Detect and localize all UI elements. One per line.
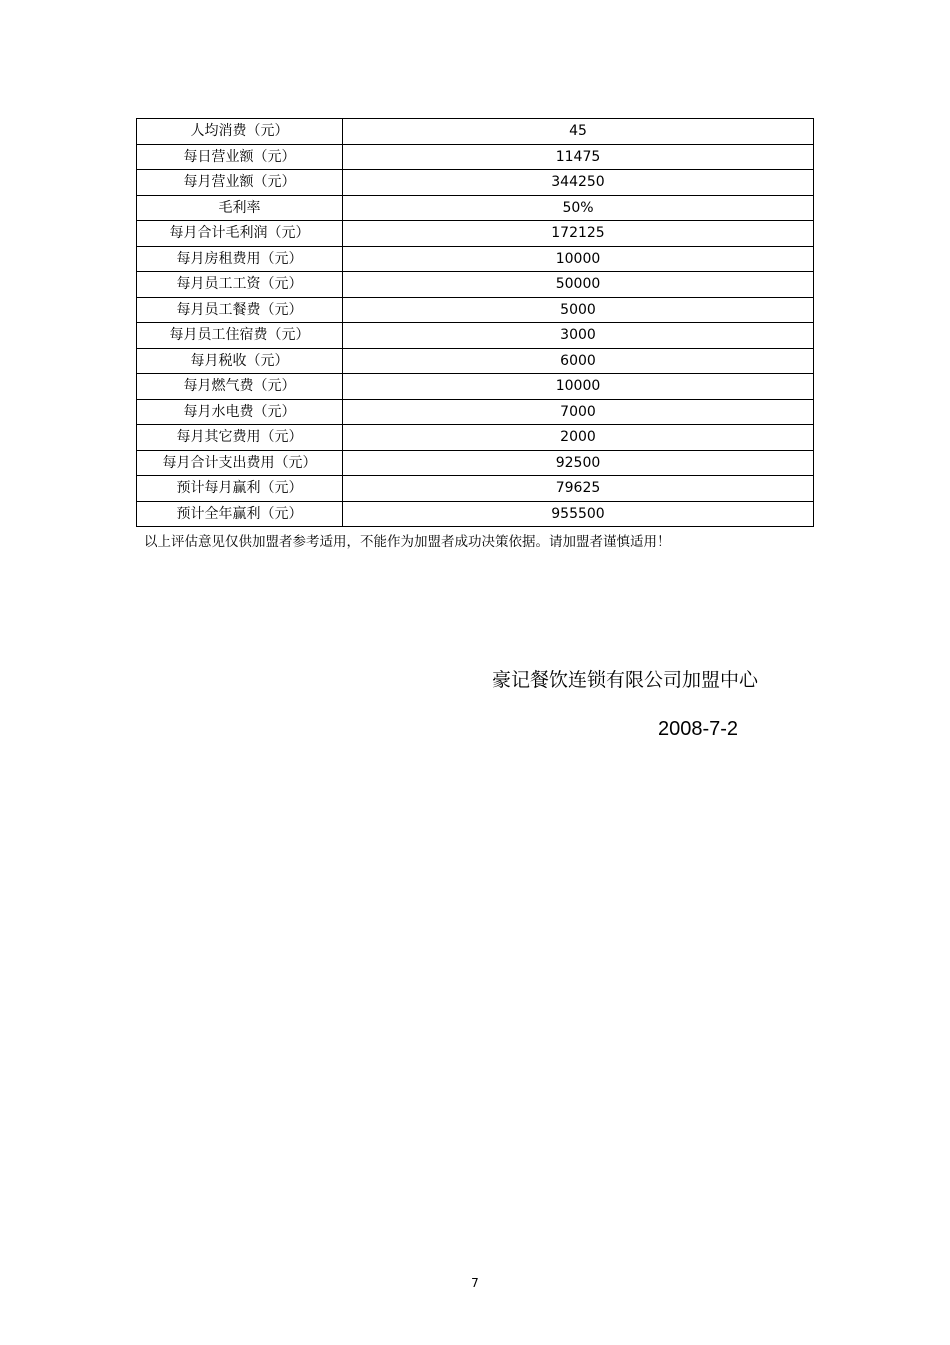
table-row [137,170,814,196]
row-label: 每日营业额（元） [137,144,343,170]
table-row [137,348,814,374]
table-row [137,425,814,451]
row-value: 10000 [343,246,814,272]
row-label: 预计全年赢利（元） [137,501,343,527]
row-value: 5000 [343,297,814,323]
table-row [137,119,814,145]
row-label: 人均消费（元） [137,119,343,145]
row-value: 7000 [343,399,814,425]
row-value: 955500 [343,501,814,527]
row-value: 92500 [343,450,814,476]
row-label: 预计每月赢利（元） [137,476,343,502]
row-label: 每月房租费用（元） [137,246,343,272]
row-label: 每月水电费（元） [137,399,343,425]
row-value: 50% [343,195,814,221]
row-value: 10000 [343,374,814,400]
row-label: 每月合计毛利润（元） [137,221,343,247]
row-label: 每月营业额（元） [137,170,343,196]
row-value: 172125 [343,221,814,247]
table-row [137,399,814,425]
table-row [137,297,814,323]
row-label: 每月合计支出费用（元） [137,450,343,476]
signature-date: 2008-7-2 [658,718,739,740]
table-row [137,450,814,476]
row-label: 毛利率 [137,195,343,221]
table-row [137,323,814,349]
disclaimer-note: 以上评估意见仅供加盟者参考适用，不能作为加盟者成功决策依据。请加盟者谨慎适用！ [144,534,671,550]
row-label: 每月税收（元） [137,348,343,374]
row-value: 45 [343,119,814,145]
table-row [137,144,814,170]
table-row [137,476,814,502]
row-value: 3000 [343,323,814,349]
table-row [137,272,814,298]
table-row [137,246,814,272]
row-label: 每月员工餐费（元） [137,297,343,323]
row-value: 2000 [343,425,814,451]
row-value: 79625 [343,476,814,502]
table-row [137,221,814,247]
row-label: 每月员工住宿费（元） [137,323,343,349]
table-row [137,374,814,400]
row-label: 每月员工工资（元） [137,272,343,298]
row-label: 每月其它费用（元） [137,425,343,451]
page-number: 7 [471,1276,479,1290]
table-row [137,501,814,527]
financial-estimate-table [136,118,814,527]
table-row [137,195,814,221]
row-value: 344250 [343,170,814,196]
row-value: 11475 [343,144,814,170]
row-label: 每月燃气费（元） [137,374,343,400]
row-value: 50000 [343,272,814,298]
row-value: 6000 [343,348,814,374]
signature-organization: 豪记餐饮连锁有限公司加盟中心 [492,669,759,691]
